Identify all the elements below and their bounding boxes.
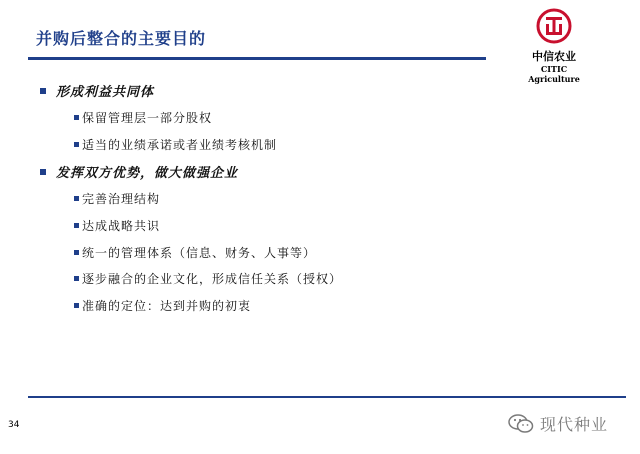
bullet-square-icon (74, 115, 79, 120)
list-item-text: 准确的定位：达到并购的初衷 (82, 299, 252, 313)
list-item-text: 统一的管理体系（信息、财务、人事等） (82, 246, 317, 260)
list-item (74, 297, 251, 314)
bullet-square-icon (74, 276, 79, 281)
footer-rule (28, 396, 626, 398)
list-item (74, 217, 160, 234)
section-heading-text: 发挥双方优势，做大做强企业 (56, 166, 239, 181)
title-rule (28, 57, 486, 60)
logo-english-name: CITIC Agriculture (528, 64, 580, 84)
wechat-icon (508, 413, 534, 435)
list-item (74, 109, 212, 126)
bullet-square-icon (74, 303, 79, 308)
section-heading-1 (40, 81, 154, 100)
bullet-square-icon (40, 88, 46, 94)
bullet-square-icon (74, 223, 79, 228)
list-item (74, 136, 277, 153)
list-item (74, 244, 316, 261)
bullet-square-icon (74, 142, 79, 147)
section-heading-2 (40, 162, 238, 181)
bullet-square-icon (74, 250, 79, 255)
section-heading-text: 形成利益共同体 (56, 85, 155, 100)
page-number: 34 (8, 420, 20, 430)
list-item-text: 保留管理层一部分股权 (82, 111, 213, 125)
list-item-text: 达成战略共识 (82, 219, 161, 233)
watermark (508, 412, 608, 435)
logo-chinese-name: 中信农业 (532, 50, 576, 63)
citic-emblem-icon (536, 8, 572, 44)
page-title: 并购后整合的主要目的 (36, 29, 207, 48)
watermark-text: 现代种业 (540, 415, 609, 434)
list-item-text: 逐步融合的企业文化，形成信任关系（授权） (82, 272, 343, 286)
list-item (74, 190, 160, 207)
list-item-text: 适当的业绩承诺或者业绩考核机制 (82, 138, 278, 152)
bullet-square-icon (74, 196, 79, 201)
company-logo (514, 8, 626, 88)
list-item-text: 完善治理结构 (82, 192, 161, 206)
list-item (74, 270, 342, 287)
bullet-square-icon (40, 169, 46, 175)
